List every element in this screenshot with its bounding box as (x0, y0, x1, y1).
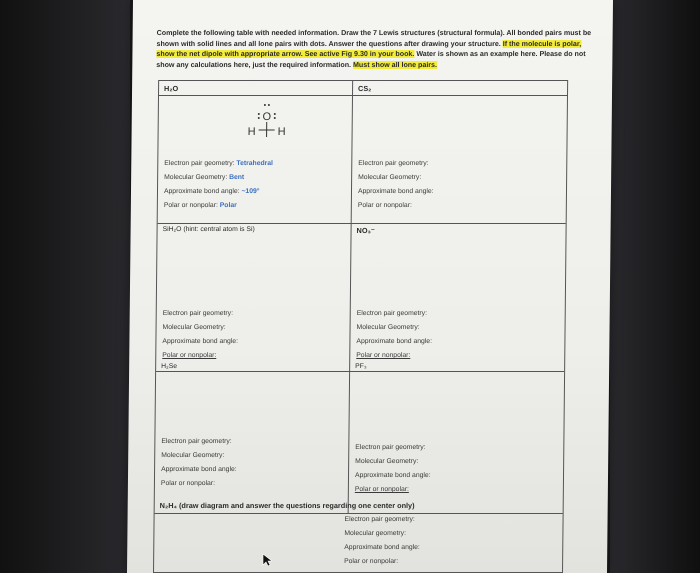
h2o-angle-value: ~109° (241, 188, 260, 195)
pf3-answers (355, 441, 431, 497)
lewis-atom-hydrogen-right: H (277, 126, 286, 138)
dark-background-right (610, 0, 700, 573)
mouse-cursor-icon (262, 553, 272, 567)
h2se-mg-label: Molecular Geometry: (161, 452, 225, 459)
pf3-angle-label: Approximate bond angle: (354, 472, 431, 479)
h2o-epg-label: Electron pair geometry: (164, 160, 237, 167)
cell-title-h2se: H₂Se (161, 363, 178, 370)
pf3-polar-label: Polar or nonpolar: (354, 486, 409, 493)
h2o-mg-label: Molecular Geometry: (164, 174, 230, 181)
sih2o-answers (162, 307, 238, 363)
lewis-atom-oxygen: O (262, 111, 272, 123)
n2h4-mg-label: Molecular geometry: (344, 530, 407, 537)
molecules-table (153, 80, 568, 573)
sih2o-angle-label: Approximate bond angle: (162, 338, 239, 345)
h2se-epg-label: Electron pair geometry: (161, 438, 232, 445)
cs2-angle-label: Approximate bond angle: (357, 188, 434, 195)
cs2-epg-label: Electron pair geometry: (358, 160, 429, 167)
n2h4-polar-label: Polar or nonpolar: (344, 558, 399, 565)
cell-title-no3: NO₃⁻ (356, 226, 375, 235)
instructions-highlight-polar: If the molecule is polar, show the net dipole with appropriate arrow. See active Fig 9.30 in your book. (156, 39, 582, 58)
h2o-epg-value: Tetrahedral (236, 160, 273, 167)
h2o-angle-label: Approximate bond angle: (163, 188, 242, 195)
h2o-answers (164, 157, 273, 213)
row-divider (156, 371, 564, 372)
sih2o-epg-label: Electron pair geometry: (162, 310, 234, 317)
cell-title-h2o: H₂O (164, 84, 179, 93)
n2h4-angle-label: Approximate bond angle: (344, 544, 420, 551)
cell-title-sih2o: SiH₂O (hint: central atom is Si) (162, 226, 255, 233)
no3-epg-label: Electron pair geometry: (356, 310, 428, 317)
instructions-highlight-lone-pairs: Must show all lone pairs. (353, 60, 438, 69)
no3-answers (356, 307, 432, 363)
instructions-text-2: Water is shown as an example here. Please do not show any calculations here, just the required information. (156, 50, 586, 69)
n2h4-answers (344, 513, 420, 569)
n2h4-epg-label: Electron pair geometry: (344, 516, 415, 523)
water-lewis-structure (236, 99, 297, 149)
column-divider (348, 81, 354, 513)
no3-mg-label: Molecular Geometry: (356, 324, 420, 331)
row-divider (158, 223, 566, 224)
h2se-answers (161, 435, 237, 491)
row-divider (159, 95, 567, 96)
cs2-answers (358, 157, 434, 213)
lewis-atom-hydrogen-left: H (247, 126, 256, 138)
h2se-polar-label: Polar or nonpolar: (160, 480, 216, 487)
dark-background-left (0, 0, 130, 573)
cell-title-pf3: PF₃ (355, 363, 367, 370)
h2o-mg-value: Bent (229, 174, 245, 181)
instructions-paragraph (156, 28, 594, 70)
sih2o-polar-label: Polar or nonpolar: (162, 352, 217, 359)
cs2-mg-label: Molecular Geometry: (358, 174, 422, 181)
pf3-epg-label: Electron pair geometry: (355, 444, 426, 451)
h2se-angle-label: Approximate bond angle: (161, 466, 237, 473)
h2o-polar-value: Polar (219, 202, 237, 209)
cs2-polar-label: Polar or nonpolar: (357, 202, 412, 209)
no3-polar-label: Polar or nonpolar: (356, 352, 411, 359)
cell-title-n2h4: N₂H₄ (draw diagram and answer the questions regarding one center only) (159, 501, 415, 510)
cell-title-cs2: CS₂ (358, 84, 372, 93)
h2o-polar-label: Polar or nonpolar: (163, 202, 220, 209)
pf3-mg-label: Molecular Geometry: (355, 458, 419, 465)
no3-angle-label: Approximate bond angle: (356, 338, 433, 345)
sih2o-mg-label: Molecular Geometry: (162, 324, 226, 331)
instructions-text-1: Complete the following table with needed information. Draw the 7 Lewis structures (structural formula). All bonded pairs must be shown with solid lines and all lone pairs with dots. Answer the questions after drawing your structure. (156, 29, 592, 48)
worksheet-page (127, 0, 613, 573)
